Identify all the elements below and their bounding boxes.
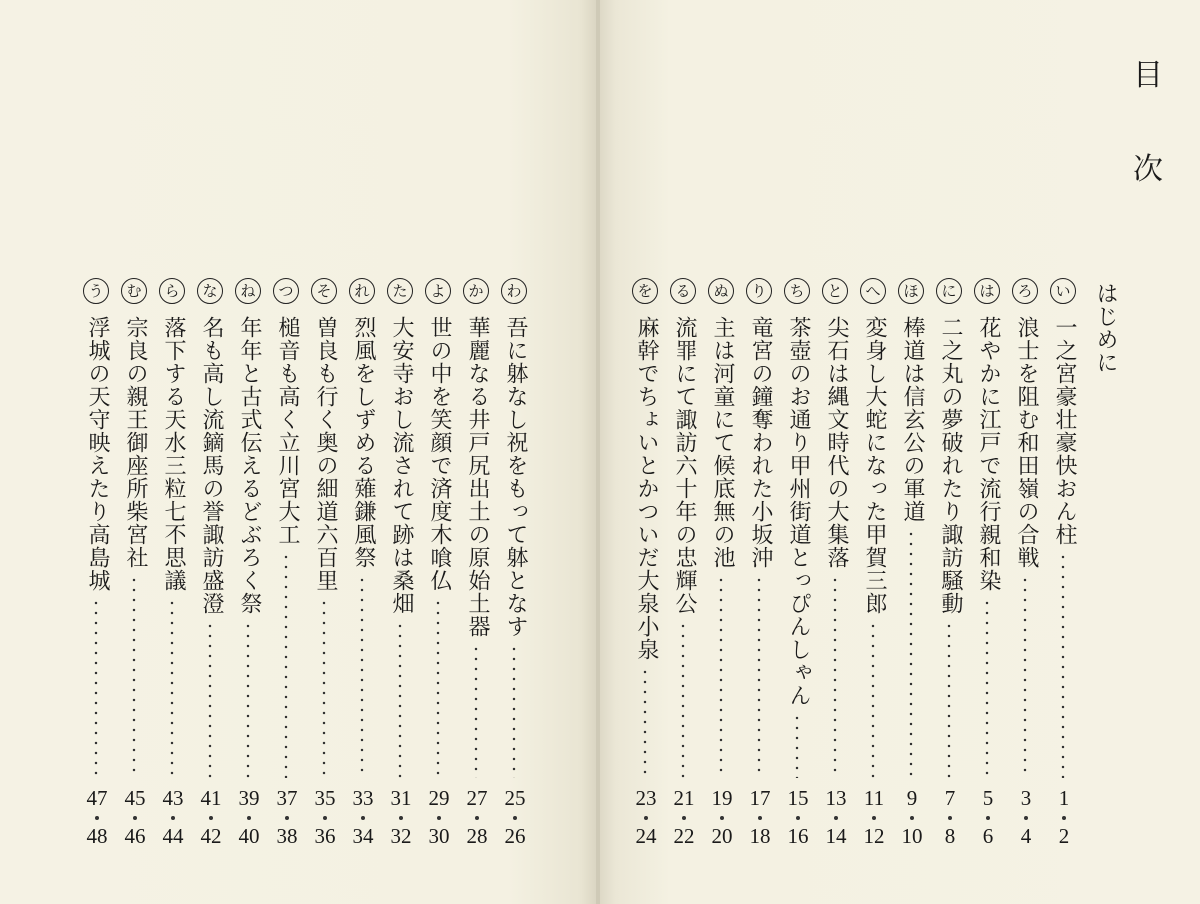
entry-page-start: 15 xyxy=(787,786,809,810)
entry-title: 宗良の親王御座所柴宮社 xyxy=(123,316,148,569)
entry-title: 尖石は縄文時代の大集落 xyxy=(824,316,849,569)
entry-page-end: 30 xyxy=(428,824,450,848)
entry-leader-dots xyxy=(643,667,647,778)
entry-title: 華麗なる井戸尻出土の原始土器 xyxy=(465,316,490,638)
entry-page-start: 33 xyxy=(352,786,374,810)
entry-page-end: 44 xyxy=(162,824,184,848)
entry-leader-dots xyxy=(436,598,440,778)
entry-page-separator xyxy=(758,816,762,820)
entry-leader-dots xyxy=(208,621,212,778)
entry-page-start: 9 xyxy=(906,786,918,810)
entry-page-start: 31 xyxy=(390,786,412,810)
entry-leader-dots xyxy=(947,621,951,778)
entry-page-separator xyxy=(285,816,289,820)
entry-mark: に xyxy=(936,278,962,304)
entry-page-start: 5 xyxy=(982,786,994,810)
entry-mark: ち xyxy=(784,278,810,304)
entry-leader-dots xyxy=(398,621,402,778)
entry-page-start: 47 xyxy=(86,786,108,810)
entry-leader-dots xyxy=(909,529,913,778)
entry-page-separator xyxy=(1062,816,1066,820)
entry-page-start: 23 xyxy=(635,786,657,810)
entry-mark: つ xyxy=(273,278,299,304)
entry-page-end: 20 xyxy=(711,824,733,848)
entry-title: 浮城の天守映えたり高島城 xyxy=(85,316,110,592)
toc-entry xyxy=(194,278,228,878)
entry-mark: た xyxy=(387,278,413,304)
entry-title: 年年と古式伝えるどぶろく祭 xyxy=(237,316,262,615)
entry-page-separator xyxy=(796,816,800,820)
entry-page-start: 37 xyxy=(276,786,298,810)
entry-page-end: 2 xyxy=(1058,824,1070,848)
entry-mark: ほ xyxy=(898,278,924,304)
entry-leader-dots xyxy=(170,598,174,778)
entry-page-separator xyxy=(910,816,914,820)
toc-entry xyxy=(667,278,701,878)
toc-entry xyxy=(118,278,152,878)
entry-page-start: 19 xyxy=(711,786,733,810)
entry-page-separator xyxy=(323,816,327,820)
entry-leader-dots xyxy=(871,621,875,778)
entry-page-start: 45 xyxy=(124,786,146,810)
entry-leader-dots xyxy=(833,575,837,778)
entry-page-end: 40 xyxy=(238,824,260,848)
toc-entry xyxy=(705,278,739,878)
entry-title: 浪士を阻む和田嶺の合戦 xyxy=(1014,316,1039,569)
entry-title: 主は河童にて候底無の池 xyxy=(710,316,735,569)
entry-leader-dots xyxy=(719,575,723,778)
toc-entry xyxy=(1009,278,1043,878)
entry-mark: れ xyxy=(349,278,375,304)
entry-page-separator xyxy=(95,816,99,820)
entry-leader-dots xyxy=(681,621,685,778)
toc-entry xyxy=(460,278,494,878)
entry-page-separator xyxy=(171,816,175,820)
entry-page-end: 34 xyxy=(352,824,374,848)
entry-page-separator xyxy=(475,816,479,820)
entry-page-end: 24 xyxy=(635,824,657,848)
entry-page-start: 3 xyxy=(1020,786,1032,810)
entry-title: 二之丸の夢破れたり諏訪騒動 xyxy=(938,316,963,615)
entry-page-separator xyxy=(644,816,648,820)
entry-mark: ね xyxy=(235,278,261,304)
entry-page-end: 8 xyxy=(944,824,956,848)
entry-page-separator xyxy=(209,816,213,820)
entry-title: 茶壺のお通り甲州街道とっぴんしゃん xyxy=(786,316,811,707)
entry-page-start: 17 xyxy=(749,786,771,810)
entry-mark: と xyxy=(822,278,848,304)
entry-leader-dots xyxy=(284,552,288,778)
entry-title: 変身し大蛇になった甲賀三郎 xyxy=(862,316,887,615)
entry-mark: る xyxy=(670,278,696,304)
entry-leader-dots xyxy=(474,644,478,778)
toc-entry xyxy=(895,278,929,878)
entry-mark: ら xyxy=(159,278,185,304)
toc-entry xyxy=(781,278,815,878)
entry-page-end: 26 xyxy=(504,824,526,848)
toc-entry xyxy=(232,278,266,878)
toc-entry xyxy=(498,278,532,878)
entry-page-start: 39 xyxy=(238,786,260,810)
entry-page-end: 28 xyxy=(466,824,488,848)
entry-leader-dots xyxy=(1023,575,1027,778)
entry-mark: は xyxy=(974,278,1000,304)
book-gutter xyxy=(596,0,600,904)
entry-title: 槌音も高く立川宮大工 xyxy=(275,316,300,546)
entry-page-separator xyxy=(948,816,952,820)
entry-page-start: 25 xyxy=(504,786,526,810)
entry-mark: り xyxy=(746,278,772,304)
entry-page-separator xyxy=(133,816,137,820)
entry-mark: を xyxy=(632,278,658,304)
entry-page-end: 48 xyxy=(86,824,108,848)
entry-page-start: 43 xyxy=(162,786,184,810)
entry-leader-dots xyxy=(1061,552,1065,778)
entry-title: 世の中を笑顔で済度木喰仏 xyxy=(427,316,452,592)
entry-page-end: 38 xyxy=(276,824,298,848)
entry-page-end: 4 xyxy=(1020,824,1032,848)
entry-title: 落下する天水三粒七不思議 xyxy=(161,316,186,592)
entry-leader-dots xyxy=(246,621,250,778)
entry-page-end: 42 xyxy=(200,824,222,848)
entry-page-end: 18 xyxy=(749,824,771,848)
toc-entry xyxy=(308,278,342,878)
entry-page-end: 14 xyxy=(825,824,847,848)
entry-page-start: 27 xyxy=(466,786,488,810)
entry-mark: な xyxy=(197,278,223,304)
toc-entry xyxy=(971,278,1005,878)
toc-entry xyxy=(1047,278,1081,878)
entry-page-end: 16 xyxy=(787,824,809,848)
entry-title: 棒道は信玄公の軍道 xyxy=(900,316,925,523)
entry-leader-dots xyxy=(757,575,761,778)
entry-mark: へ xyxy=(860,278,886,304)
entry-page-end: 10 xyxy=(901,824,923,848)
entry-page-start: 13 xyxy=(825,786,847,810)
entry-page-separator xyxy=(872,816,876,820)
toc-entry xyxy=(156,278,190,878)
toc-entry xyxy=(422,278,456,878)
entry-page-start: 21 xyxy=(673,786,695,810)
toc-entry xyxy=(384,278,418,878)
entry-title: 一之宮豪壮豪快おん柱 xyxy=(1052,316,1077,546)
entry-page-end: 22 xyxy=(673,824,695,848)
toc-entry xyxy=(819,278,853,878)
entry-leader-dots xyxy=(360,575,364,778)
entry-page-start: 41 xyxy=(200,786,222,810)
entry-page-start: 7 xyxy=(944,786,956,810)
entry-page-end: 46 xyxy=(124,824,146,848)
entry-title: 麻幹でちょいとかついだ大泉小泉 xyxy=(634,316,659,661)
entry-mark: う xyxy=(83,278,109,304)
entry-mark: む xyxy=(121,278,147,304)
entry-mark: そ xyxy=(311,278,337,304)
entry-page-end: 6 xyxy=(982,824,994,848)
entry-mark: か xyxy=(463,278,489,304)
entry-page-end: 36 xyxy=(314,824,336,848)
entry-page-separator xyxy=(834,816,838,820)
entry-page-separator xyxy=(247,816,251,820)
entry-page-separator xyxy=(437,816,441,820)
entry-title: 大安寺おし流されて跡は桑畑 xyxy=(389,316,414,615)
entry-leader-dots xyxy=(985,598,989,778)
entry-page-separator xyxy=(720,816,724,820)
toc-title-char-2: 次 xyxy=(1133,152,1163,187)
entry-title: 吾に躰なし祝をもって躰となす xyxy=(503,316,528,638)
entry-page-separator xyxy=(1024,816,1028,820)
entry-leader-dots xyxy=(795,713,799,778)
entry-page-separator xyxy=(399,816,403,820)
entry-page-separator xyxy=(682,816,686,820)
entry-page-end: 32 xyxy=(390,824,412,848)
entry-mark: わ xyxy=(501,278,527,304)
toc-entry xyxy=(629,278,663,878)
entry-page-start: 29 xyxy=(428,786,450,810)
entry-page-separator xyxy=(513,816,517,820)
entry-page-end: 12 xyxy=(863,824,885,848)
entry-leader-dots xyxy=(512,644,516,778)
entry-leader-dots xyxy=(322,598,326,778)
toc-entry xyxy=(270,278,304,878)
entry-mark: よ xyxy=(425,278,451,304)
entry-title: 烈風をしずめる薙鎌風祭 xyxy=(351,316,376,569)
entry-title: 曽良も行く奥の細道六百里 xyxy=(313,316,338,592)
entry-page-start: 1 xyxy=(1058,786,1070,810)
toc-entry xyxy=(743,278,777,878)
toc-intro: はじめに xyxy=(1093,282,1118,374)
toc-entry xyxy=(857,278,891,878)
entry-leader-dots xyxy=(94,598,98,778)
entry-page-separator xyxy=(361,816,365,820)
entry-mark: ぬ xyxy=(708,278,734,304)
entry-mark: い xyxy=(1050,278,1076,304)
toc-entry xyxy=(933,278,967,878)
entry-title: 流罪にて諏訪六十年の忠輝公 xyxy=(672,316,697,615)
toc-entry xyxy=(346,278,380,878)
entry-page-separator xyxy=(986,816,990,820)
entry-title: 花やかに江戸で流行親和染 xyxy=(976,316,1001,592)
entry-title: 竜宮の鐘奪われた小坂沖 xyxy=(748,316,773,569)
entry-page-start: 11 xyxy=(863,786,885,810)
entry-page-start: 35 xyxy=(314,786,336,810)
entry-leader-dots xyxy=(132,575,136,778)
toc-title-char-1: 目 xyxy=(1133,58,1163,93)
toc-entry xyxy=(80,278,114,878)
entry-mark: ろ xyxy=(1012,278,1038,304)
entry-title: 名も高し流鏑馬の誉諏訪盛澄 xyxy=(199,316,224,615)
